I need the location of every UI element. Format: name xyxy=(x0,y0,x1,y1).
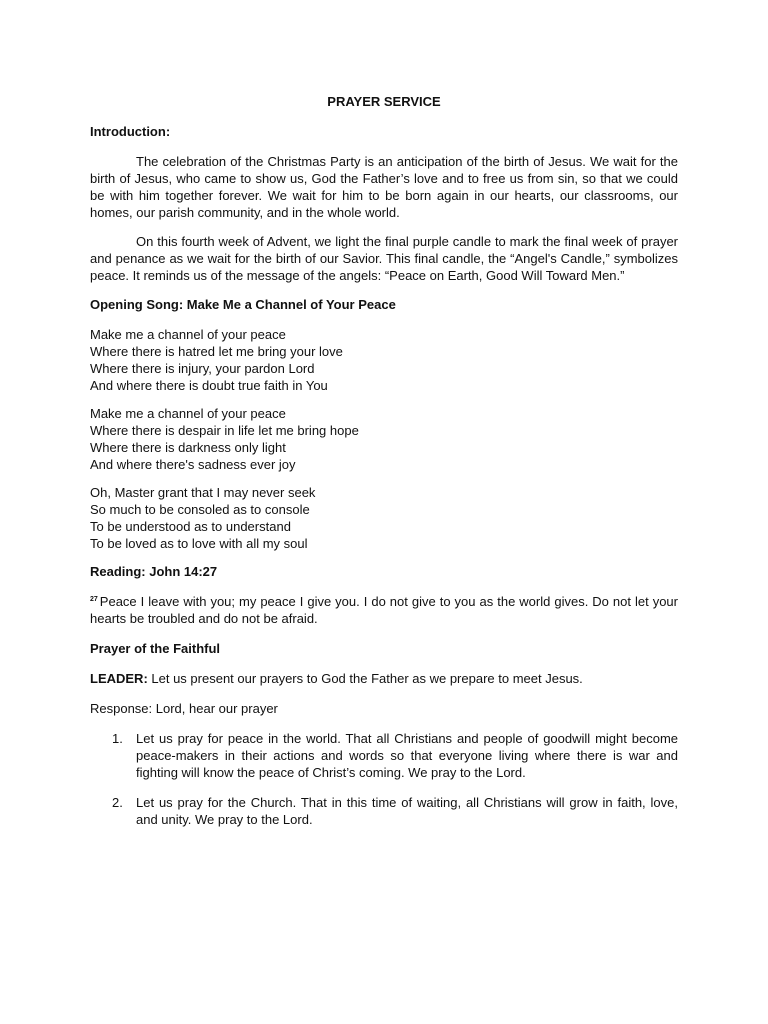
song-line: And where there is doubt true faith in You xyxy=(90,378,328,393)
intentions-list xyxy=(90,730,678,828)
song-stanza-3 xyxy=(90,484,678,552)
list-item-text: Let us pray for peace in the world. That all Christians and people of goodwill might become peace-makers in their actions and words so that everyone living where there is war and fighting will know the peace of Christ’s coming. We pray to the Lord. xyxy=(136,731,678,780)
song-line: So much to be consoled as to console xyxy=(90,502,310,517)
reading-heading: Reading: John 14:27 xyxy=(90,564,218,579)
response-line: Response: Lord, hear our prayer xyxy=(90,701,278,716)
list-item xyxy=(90,730,678,781)
list-item xyxy=(90,794,678,828)
document-title: PRAYER SERVICE xyxy=(327,94,441,109)
introduction-paragraph-2: On this fourth week of Advent, we light the final purple candle to mark the final week of prayer and penance as we wait for the birth of our Savior. This final candle, the “Angel's Candle,” symbolizes peace. It reminds us of the message of the angels: “Peace on Earth, Good Will Toward Men.” xyxy=(90,234,678,283)
leader-label: LEADER: xyxy=(90,671,148,686)
list-item-text: Let us pray for the Church. That in this time of waiting, all Christians will grow in faith, love, and unity. We pray to the Lord. xyxy=(136,795,678,827)
reading-passage xyxy=(90,593,678,627)
song-stanza-2 xyxy=(90,405,678,473)
song-line: And where there's sadness ever joy xyxy=(90,457,296,472)
song-line: Make me a channel of your peace xyxy=(90,327,286,342)
song-line: Where there is injury, your pardon Lord xyxy=(90,361,315,376)
verse-number: 27 xyxy=(90,595,98,603)
song-line: Where there is darkness only light xyxy=(90,440,286,455)
leader-text: Let us present our prayers to God the Father as we prepare to meet Jesus. xyxy=(147,671,583,686)
song-line: To be loved as to love with all my soul xyxy=(90,536,308,551)
song-line: To be understood as to understand xyxy=(90,519,291,534)
list-item-number: 2. xyxy=(112,795,123,810)
reading-text: Peace I leave with you; my peace I give you. I do not give to you as the world gives. Do not let your hearts be troubled and do not be afraid. xyxy=(90,594,678,626)
opening-song-heading: Opening Song: Make Me a Channel of Your Peace xyxy=(90,297,396,312)
song-line: Oh, Master grant that I may never seek xyxy=(90,485,316,500)
list-item-number: 1. xyxy=(112,731,123,746)
song-line: Where there is despair in life let me bring hope xyxy=(90,423,359,438)
song-stanza-1 xyxy=(90,326,678,394)
leader-line xyxy=(90,670,678,687)
introduction-paragraph-1: The celebration of the Christmas Party is an anticipation of the birth of Jesus. We wait for the birth of Jesus, who came to show us, God the Father’s love and to free us from sin, so that we could be with him together forever. We wait for him to be born again in our hearts, our classrooms, our homes, our parish community, and in the whole world. xyxy=(90,154,678,220)
document-body xyxy=(90,93,678,841)
introduction-heading: Introduction: xyxy=(90,124,171,139)
song-line: Make me a channel of your peace xyxy=(90,406,286,421)
prayer-of-the-faithful-heading: Prayer of the Faithful xyxy=(90,641,221,656)
song-line: Where there is hatred let me bring your love xyxy=(90,344,343,359)
